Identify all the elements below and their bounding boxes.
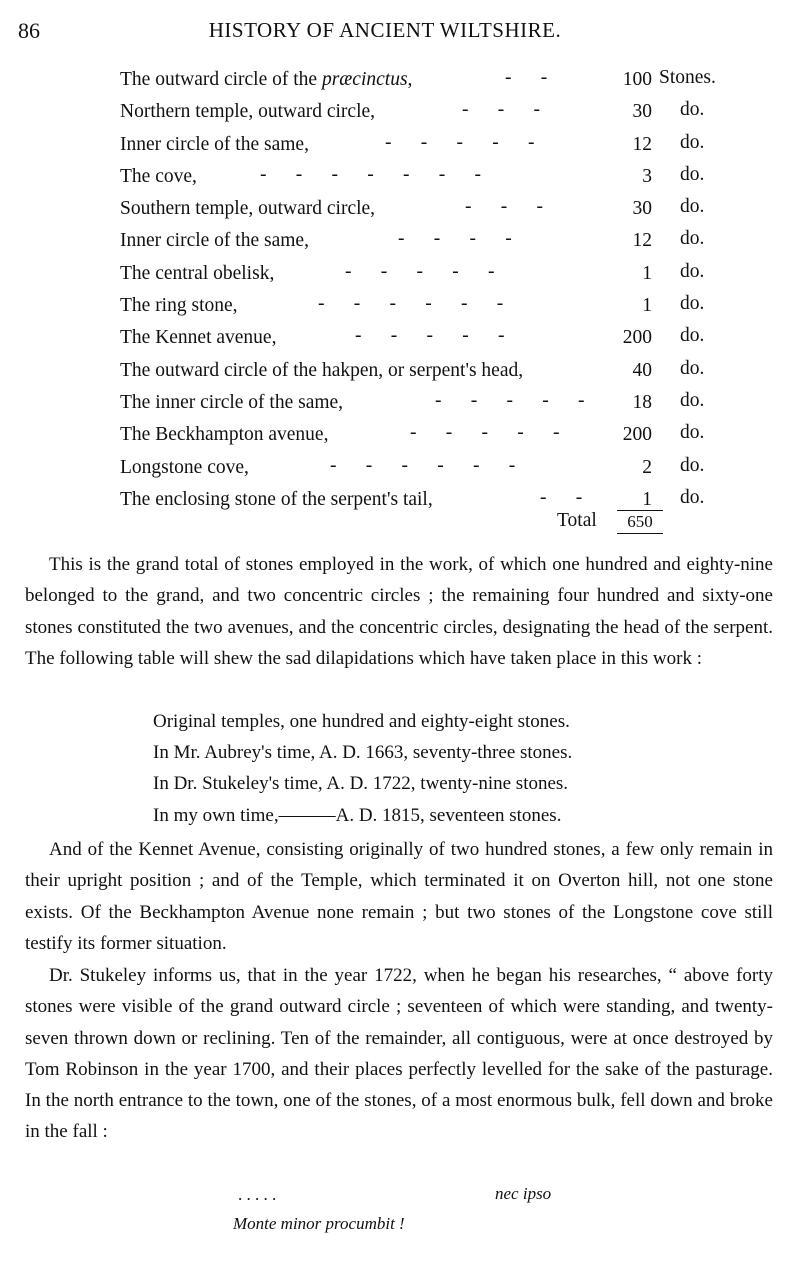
row-label: The outward circle of the hakpen, or serpent's head,	[120, 359, 524, 381]
row-unit: do.	[680, 260, 705, 282]
row-label: The cove,	[120, 165, 197, 187]
row-unit: do.	[680, 486, 705, 508]
quote-line-2: Monte minor procumbit !	[233, 1214, 405, 1233]
table-row	[0, 321, 800, 353]
list-item: In Mr. Aubrey's time, A. D. 1663, seventy-three stones.	[153, 742, 573, 764]
table-row	[0, 95, 800, 127]
row-unit: do.	[680, 422, 705, 444]
list-item: Original temples, one hundred and eighty-eight stones.	[153, 711, 570, 732]
paragraph-kennet-avenue-text: And of the Kennet Avenue, consisting originally of two hundred stones, a few only remain in their upright position ; and of the Temple, which terminated it on Overton hill, not one stone exists. Of the Beckhampton Avenue none remain ; but two stones of the Longstone cove still testify its former situation.	[25, 839, 773, 954]
row-count: 200	[622, 327, 652, 349]
table-total-row	[0, 510, 800, 540]
table-row	[0, 354, 800, 386]
quote-line-1: nec ipso	[495, 1184, 552, 1203]
row-count: 30	[632, 198, 652, 220]
row-count: 12	[632, 230, 652, 252]
paragraph-stukeley	[25, 960, 773, 1148]
row-count: 2	[642, 456, 652, 478]
row-unit: do.	[680, 196, 705, 218]
row-label: The ring stone,	[120, 295, 238, 317]
row-unit: do.	[680, 454, 705, 476]
leader-dashes: - - - - - -	[318, 293, 504, 315]
row-unit: do.	[680, 325, 705, 347]
table-row	[0, 451, 800, 483]
row-label: The enclosing stone of the serpent's tail,	[120, 488, 433, 510]
paragraph-kennet-avenue	[25, 834, 773, 959]
row-unit: do.	[680, 163, 705, 185]
row-count: 40	[632, 359, 652, 381]
leader-dashes: - - - - -	[435, 389, 585, 411]
row-unit: do.	[680, 357, 705, 379]
leader-dashes: - - - - - -	[330, 454, 516, 476]
row-label: Inner circle of the same,	[120, 133, 309, 155]
row-label: The central obelisk,	[120, 262, 275, 284]
row-label: The Beckhampton avenue,	[120, 424, 329, 446]
running-title: HISTORY OF ANCIENT WILTSHIRE.	[208, 18, 562, 42]
quote-ellipsis: . . . . .	[238, 1185, 277, 1204]
row-unit: do.	[680, 99, 705, 121]
row-label: Southern temple, outward circle,	[120, 198, 376, 220]
row-count: 30	[632, 101, 652, 123]
leader-dashes: - - - -	[398, 228, 512, 250]
table-row	[0, 289, 800, 321]
row-count: 1	[642, 262, 652, 284]
row-count: 18	[632, 391, 652, 413]
row-label: The inner circle of the same,	[120, 391, 344, 413]
page-number: 86	[18, 18, 40, 43]
leader-dashes: - -	[505, 67, 548, 88]
table-row	[0, 128, 800, 160]
total-value: 650	[617, 510, 663, 534]
leader-dashes: - -	[540, 486, 583, 508]
leader-dashes: - - - - -	[385, 131, 535, 153]
leader-dashes: - - - - -	[345, 260, 495, 282]
row-label: Northern temple, outward circle,	[120, 101, 376, 123]
leader-dashes: - - -	[465, 196, 543, 218]
row-count: 1	[642, 295, 652, 317]
paragraph-grand-total-text: This is the grand total of stones employed in the work, of which one hundred and eighty-nine belonged to the grand, and two concentric circles ; the remaining four hundred and sixty-one stones constituted the two avenues, and the concentric circles, designating the head of the serpent. The following table will shew the sad dilapidations which have taken place in this work :	[25, 554, 773, 669]
leader-dashes: - - - - -	[355, 325, 505, 347]
table-row	[0, 386, 800, 418]
row-unit: do.	[680, 293, 705, 315]
table-row	[0, 63, 800, 95]
row-label: The Kennet avenue,	[120, 327, 277, 349]
table-row	[0, 224, 800, 256]
stone-table	[0, 63, 800, 515]
row-count: 1	[642, 488, 652, 510]
leader-dashes: - - - - - - -	[260, 163, 481, 185]
row-count: 12	[632, 133, 652, 155]
row-count: 100	[622, 69, 652, 90]
table-row	[0, 257, 800, 289]
table-row	[0, 418, 800, 450]
list-item: In my own time,———A. D. 1815, seventeen stones.	[153, 804, 562, 826]
row-label: Inner circle of the same,	[120, 230, 309, 252]
dilapidation-list	[153, 706, 572, 831]
row-unit: do.	[680, 228, 705, 250]
total-label: Total	[557, 510, 597, 531]
row-count: 3	[642, 165, 652, 187]
list-item: In Dr. Stukeley's time, A. D. 1722, twenty-nine stones.	[153, 773, 569, 795]
row-count: 200	[622, 424, 652, 446]
paragraph-grand-total	[25, 549, 773, 674]
leader-dashes: - - -	[462, 99, 540, 121]
row-label: Longstone cove,	[120, 456, 249, 478]
row-unit: Stones.	[659, 67, 716, 88]
leader-dashes: - - - - -	[410, 422, 560, 444]
table-row	[0, 192, 800, 224]
row-unit: do.	[680, 131, 705, 153]
row-unit: do.	[680, 389, 705, 411]
paragraph-stukeley-text: Dr. Stukeley informs us, that in the year 1722, when he began his researches, “ above forty stones were visible of the grand outward circle ; seventeen of which were standing, and twenty-seven thrown down or reclining. Ten of the remainder, all contiguous, were at once destroyed by Tom Robinson in the year 1700, and their places perfectly levelled for the sake of the pasturage. In the north entrance to the town, one of the stones, of a most enormous bulk, fell down and broke in the fall :	[25, 965, 773, 1143]
row-label: The outward circle of the præcinctus,	[120, 69, 413, 90]
table-row	[0, 160, 800, 192]
